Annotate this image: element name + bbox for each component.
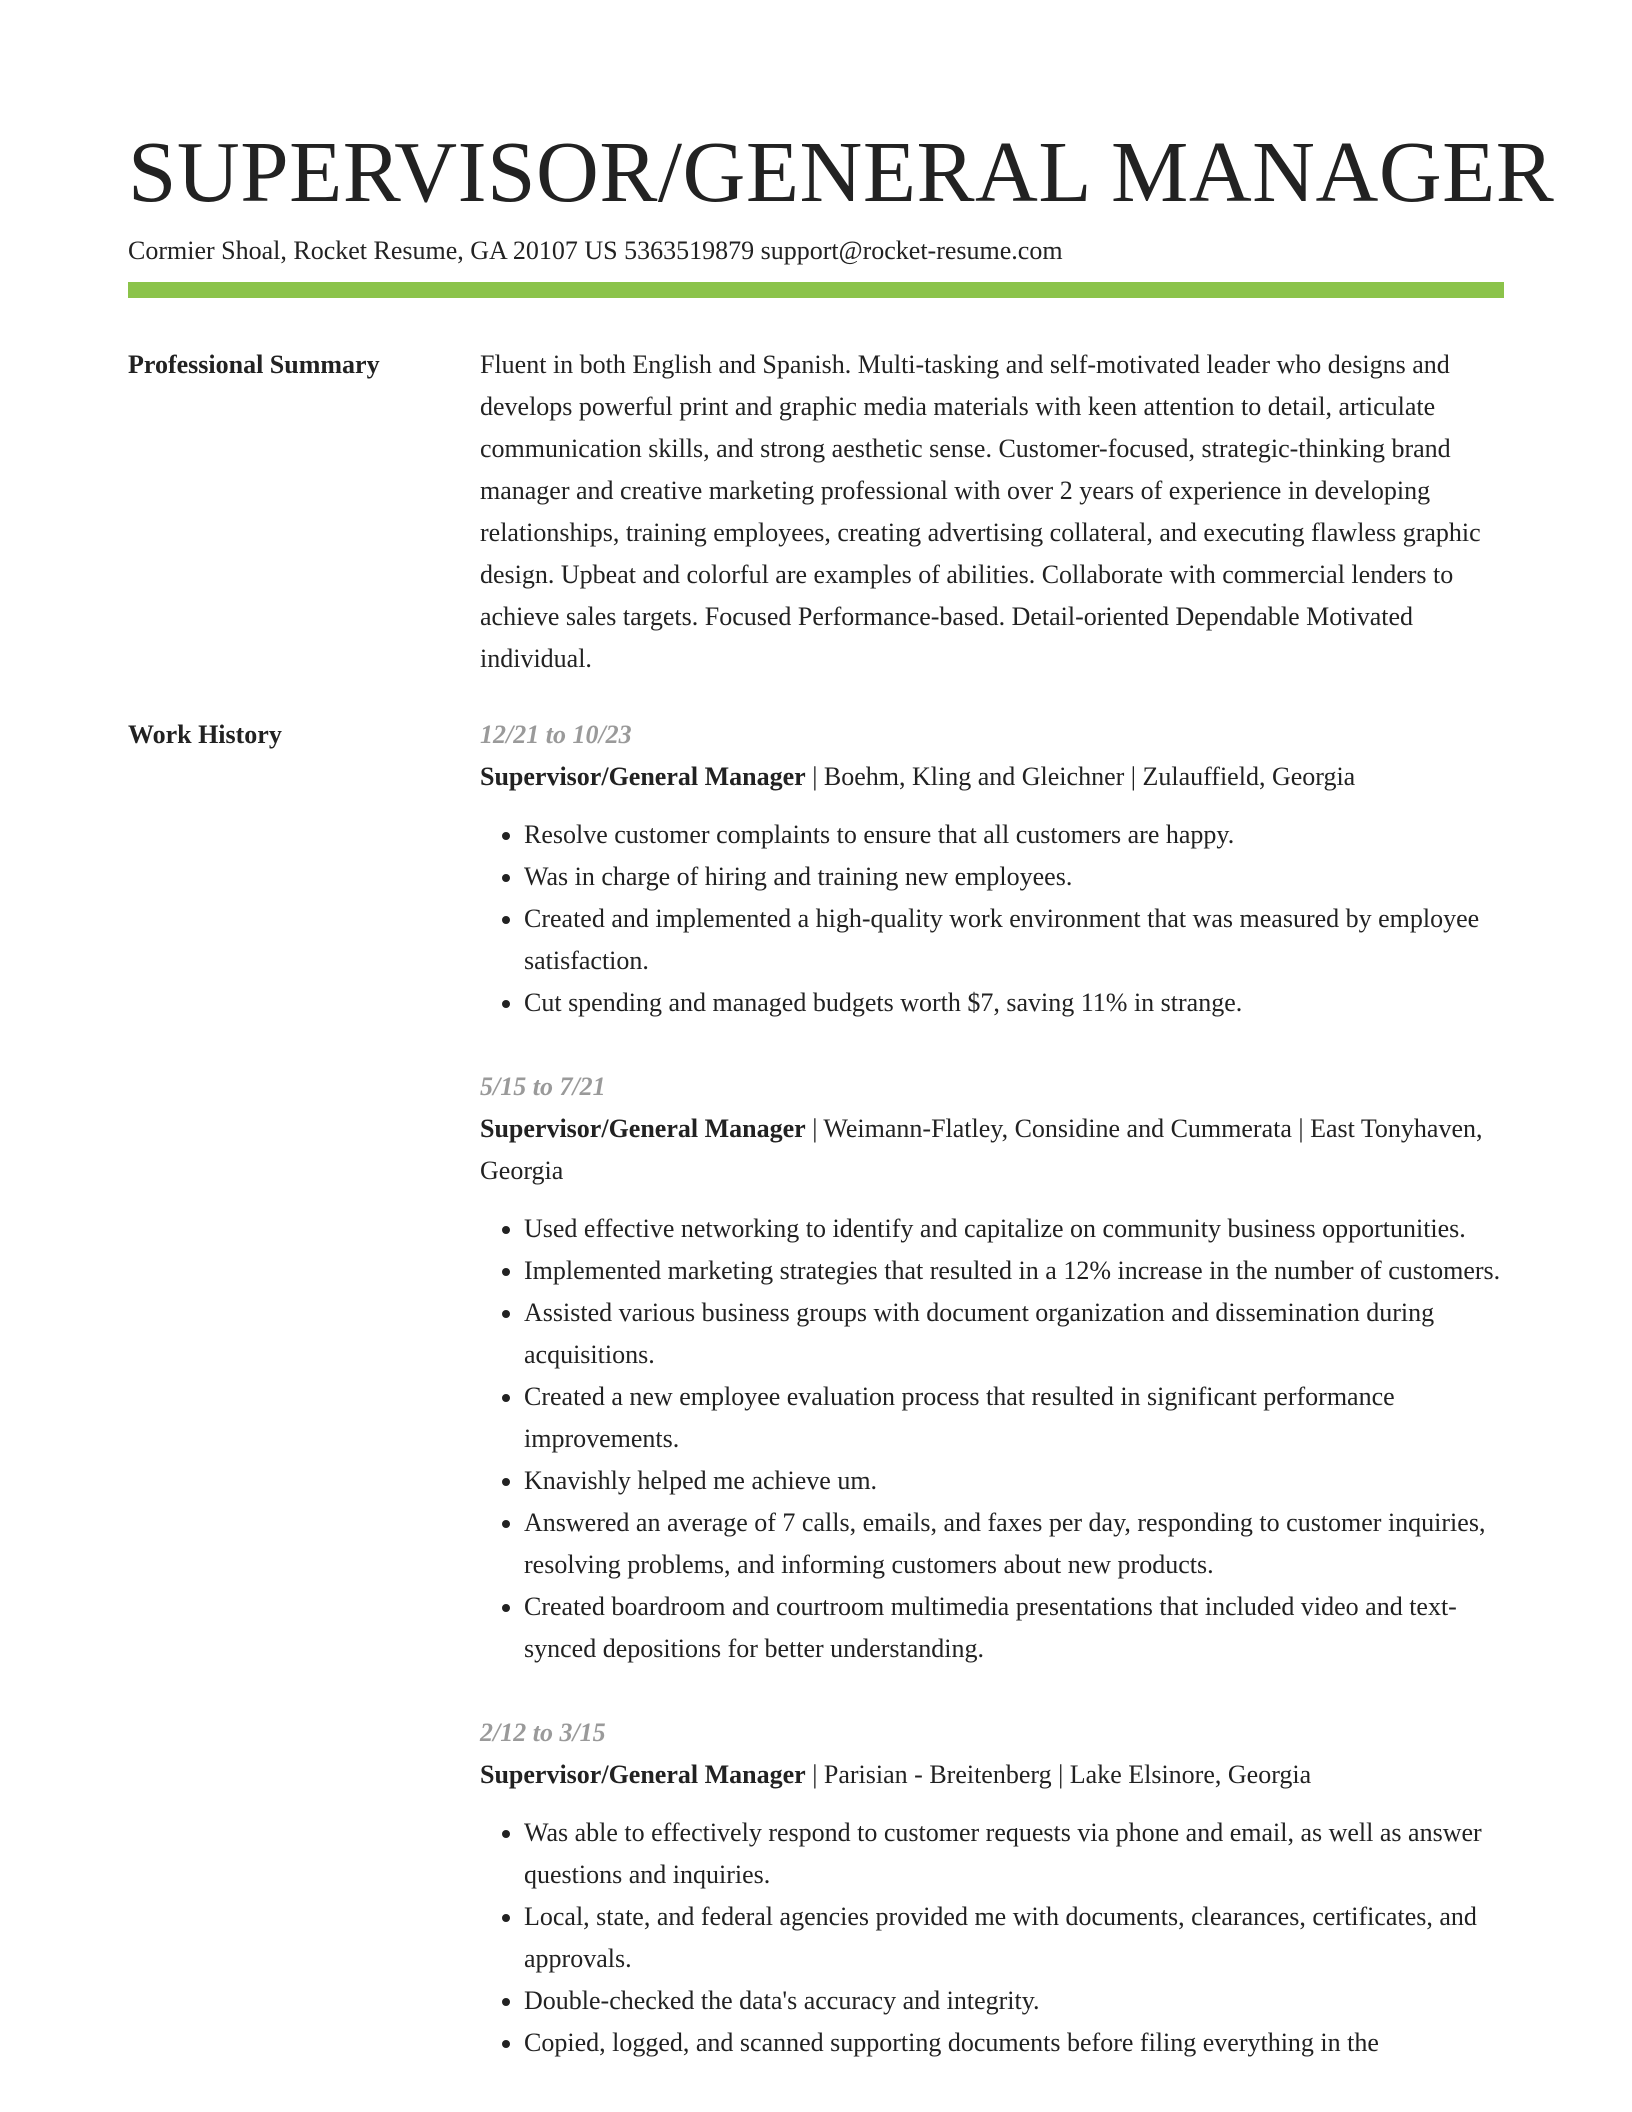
job-dates: 12/21 to 10/23 [480, 720, 632, 749]
resume-page [128, 0, 1555, 2106]
job-title: Supervisor/General Manager [480, 762, 806, 791]
job-employer-location: | Weimann-Flatley, Considine and Cummerata | East Tonyhaven, Georgia [480, 1114, 1483, 1185]
work-history-section [128, 714, 1504, 2106]
job-title: Supervisor/General Manager [480, 1114, 806, 1143]
job-employer-location: | Parisian - Breitenberg | Lake Elsinore, Georgia [805, 1760, 1312, 1789]
summary-text: Fluent in both English and Spanish. Multi-tasking and self-motivated leader who designs and develops powerful print and graphic media materials with keen attention to detail, articulate communication skills, and strong aesthetic sense. Customer-focused, strategic-thinking brand manager and creative marketing professional with over 2 years of experience in developing relationships, training employees, creating advertising collateral, and executing flawless graphic design. Upbeat and colorful are examples of abilities. Collaborate with commercial lenders to achieve sales targets. Focused Performance-based. Detail-oriented Dependable Motivated individual. [480, 350, 1481, 673]
bullet-item: • Created a new employee evaluation process that resulted in significant performance improvements. [524, 1376, 1504, 1460]
bullet-item: • Answered an average of 7 calls, emails, and faxes per day, responding to customer inquiries, resolving problems, and informing customers about new products. [524, 1502, 1504, 1586]
bullet-item: • Implemented marketing strategies that resulted in a 12% increase in the number of customers. [524, 1250, 1504, 1292]
contact-line: Cormier Shoal, Rocket Resume, GA 20107 US 5363519879 support@rocket-resume.com [128, 236, 1063, 265]
bullet-item: • Local, state, and federal agencies provided me with documents, clearances, certificates, and approvals. [524, 1896, 1504, 1980]
job-entry [480, 1712, 1504, 2064]
bullet-item: • Cut spending and managed budgets worth $7, saving 11% in strange. [524, 982, 1504, 1024]
job-dates: 2/12 to 3/15 [480, 1718, 606, 1747]
bullet-item: • Copied, logged, and scanned supporting documents before filing everything in the [524, 2022, 1504, 2064]
bullet-item: • Resolve customer complaints to ensure that all customers are happy. [524, 814, 1504, 856]
job-bullets [480, 814, 1504, 1024]
bullet-item: • Was able to effectively respond to customer requests via phone and email, as well as answer questions and inquiries. [524, 1812, 1504, 1896]
job-entry [480, 714, 1504, 1024]
bullet-item: • Knavishly helped me achieve um. [524, 1460, 1504, 1502]
section-heading: Professional Summary [128, 350, 380, 379]
section-heading: Work History [128, 720, 282, 749]
bullet-item: • Created boardroom and courtroom multimedia presentations that included video and text-synced depositions for better understanding. [524, 1586, 1504, 1670]
job-bullets [480, 1812, 1504, 2064]
job-entry [480, 1066, 1504, 1670]
resume-name: SUPERVISOR/GENERAL MANAGER [128, 123, 1555, 220]
bullet-item: • Created and implemented a high-quality work environment that was measured by employee satisfaction. [524, 898, 1504, 982]
job-employer-location: | Boehm, Kling and Gleichner | Zulauffield, Georgia [805, 762, 1356, 791]
bullet-item: • Double-checked the data's accuracy and integrity. [524, 1980, 1504, 2022]
bullet-item: • Was in charge of hiring and training new employees. [524, 856, 1504, 898]
bullet-item: • Assisted various business groups with document organization and dissemination during acquisitions. [524, 1292, 1504, 1376]
job-title-line [480, 1108, 1504, 1192]
header-divider [128, 282, 1504, 298]
bullet-item: • Used effective networking to identify and capitalize on community business opportunities. [524, 1208, 1504, 1250]
job-dates: 5/15 to 7/21 [480, 1072, 606, 1101]
professional-summary-section [128, 344, 1504, 680]
job-title-line [480, 756, 1504, 798]
job-bullets [480, 1208, 1504, 1670]
job-title: Supervisor/General Manager [480, 1760, 806, 1789]
job-title-line [480, 1754, 1504, 1796]
